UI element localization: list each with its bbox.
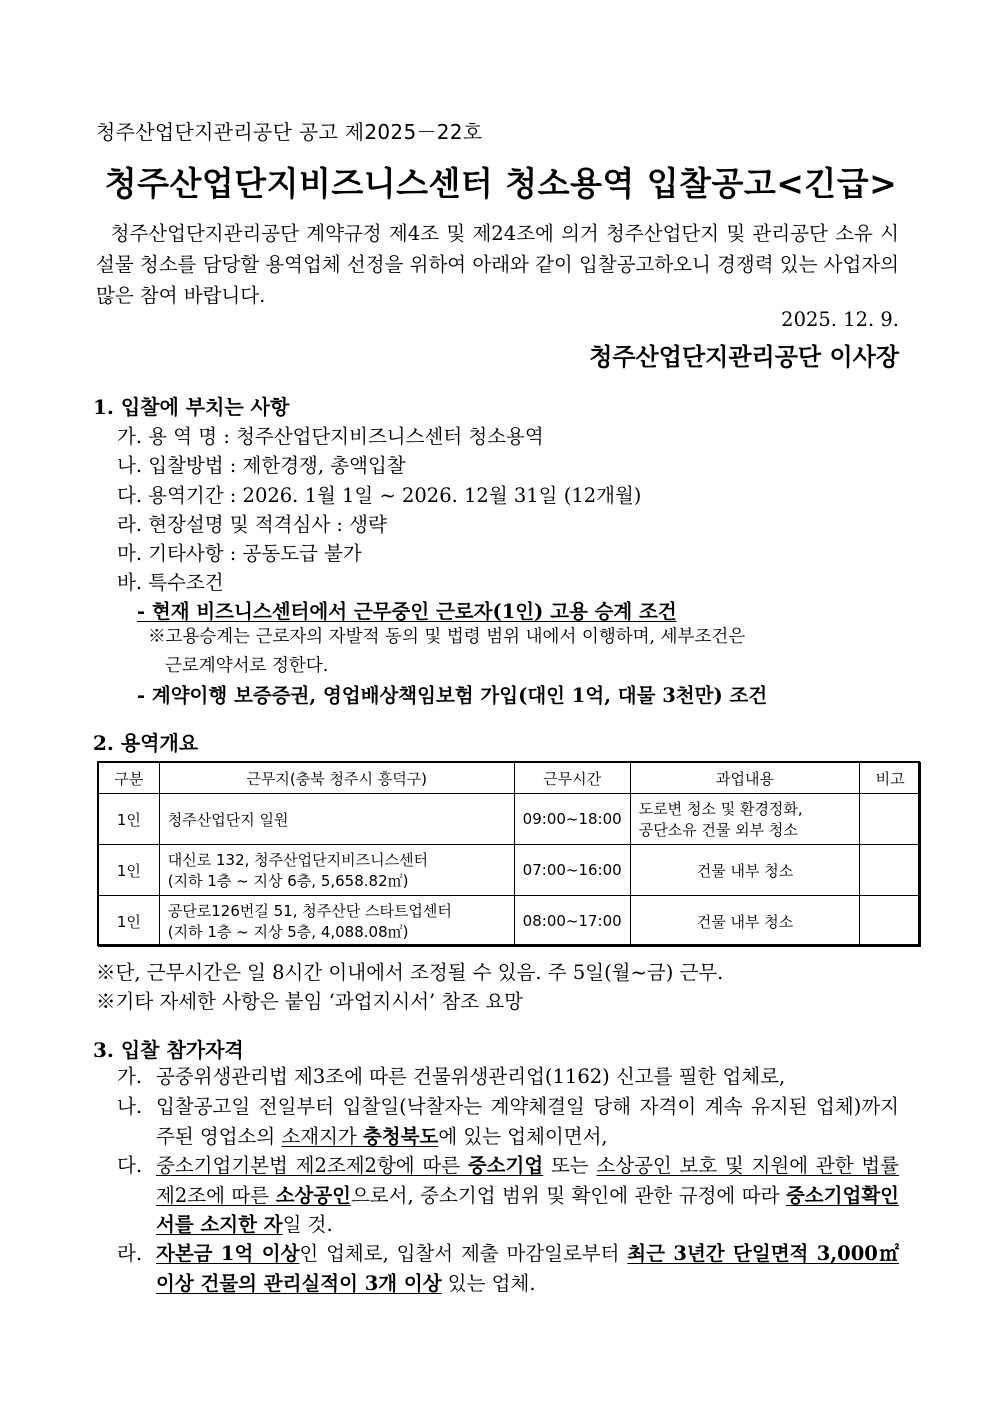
col-header-division: 구분: [99, 763, 160, 794]
cell-hours: 07:00~16:00: [514, 845, 630, 896]
text-run: 또는: [543, 1154, 597, 1177]
cell-count: 1인: [99, 845, 160, 896]
section-1-item-ba: 바. 특수조건: [117, 571, 224, 594]
special-condition-1: - 현재 비즈니스센터에서 근무중인 근로자(1인) 고용 승계 조건: [137, 600, 677, 623]
cell-remarks: [860, 896, 921, 947]
issuer: 청주산업단지관리공단 이사장: [589, 343, 899, 371]
service-overview-table: [98, 762, 921, 947]
cell-hours: 09:00~18:00: [514, 794, 630, 845]
intro-text: 청주산업단지관리공단 계약규정 제4조 및 제24조에 의거 청주산업단지 및 관리공단 소유 시설물 청소를 담당할 용역업체 선정을 위하여 아래와 같이 입찰공고하오니 경쟁력 있는 사업자의 많은 참여 바랍니다.: [96, 222, 899, 307]
section-1-item-ma: 마. 기타사항 : 공동도급 불가: [117, 542, 362, 565]
text-run: 인 업체로, 입찰서 제출 마감일로부터: [299, 1242, 628, 1265]
text-run-bold: 자본금 1억 이상: [156, 1242, 300, 1265]
text-run: 에 있는 업체이면서,: [438, 1124, 608, 1148]
table-row: [99, 896, 921, 947]
qualification-text: 공중위생관리법 제3조에 따른 건물위생관리업(1162) 신고를 필한 업체로,: [156, 1065, 786, 1088]
section-1-title: 1. 입찰에 부치는 사항: [93, 395, 290, 419]
work-hours-note: ※단, 근무시간은 일 8시간 이내에서 조정될 수 있음. 주 5일(월~금) 근무.: [96, 961, 724, 984]
qualification-da: [117, 1151, 899, 1240]
col-header-hours: 근무시간: [514, 763, 630, 794]
text-run-underlined: 중소기업기본법 제2조제2항에 따른: [156, 1154, 468, 1177]
qualification-label: 다.: [117, 1154, 143, 1177]
cell-remarks: [860, 845, 921, 896]
text-run-underlined: 소상공인 보호 및 지원에 관한 법률 제2조에 따른: [156, 1154, 899, 1207]
qualification-label: 나.: [117, 1095, 143, 1118]
text-run: 으로서, 중소기업 범위 및 확인에 관한 규정에 따라: [350, 1183, 786, 1207]
intro-paragraph: [96, 218, 899, 311]
workplace-line-1: 대신로 132, 청주산업단지비즈니스센터: [167, 851, 429, 869]
note-line-1: ※고용승계는 근로자의 자발적 동의 및 법령 범위 내에서 이행하며, 세부조건은: [148, 627, 746, 647]
qualification-ga: [117, 1062, 899, 1092]
notice-number: 청주산업단지관리공단 공고 제2025－22호: [96, 120, 483, 144]
text-run-underlined: [281, 1125, 438, 1148]
table-row: [99, 794, 921, 845]
text-run-bold: 소상공인: [275, 1183, 351, 1207]
section-1-item-ga: 가. 용 역 명 : 청주산업단지비즈니스센터 청소용역: [117, 425, 544, 448]
qualification-text: [156, 1239, 899, 1298]
task-line-2: 공단소유 건물 외부 청소: [638, 821, 798, 839]
page-title: 청주산업단지비즈니스센터 청소용역 입찰공고<긴급>: [104, 164, 898, 203]
task-line-1: 도로변 청소 및 환경정화,: [638, 800, 803, 818]
cell-workplace: [159, 794, 514, 845]
notice-date: 2025. 12. 9.: [781, 308, 899, 331]
text-run-bold: 최근 3년간 단일면적 3,000㎡ 이상 건물의 관리실적이 3개 이상: [156, 1242, 899, 1295]
table-header-row: [99, 763, 921, 794]
table-row: [99, 845, 921, 896]
section-1-item-da: 다. 용역기간 : 2026. 1월 1일 ~ 2026. 12월 31일 (12개월): [117, 484, 642, 507]
special-condition-2: - 계약이행 보증증권, 영업배상책임보험 가입(대인 1억, 대물 3천만) 조건: [137, 684, 768, 707]
col-header-remarks: 비고: [860, 763, 921, 794]
section-1-item-na: 나. 입찰방법 : 제한경쟁, 총액입찰: [117, 454, 406, 477]
section-2-title: 2. 용역개요: [93, 731, 199, 755]
note-line-2: 근로계약서로 정한다.: [165, 656, 329, 676]
section-1-item-ra: 라. 현장설명 및 적격심사 : 생략: [117, 513, 387, 536]
text-run-bold: 중소기업: [467, 1154, 544, 1177]
special-condition-1-note: [148, 623, 900, 681]
cell-count: 1인: [99, 896, 160, 947]
text-run: 소재지가: [281, 1124, 363, 1148]
cell-count: 1인: [99, 794, 160, 845]
qualification-ra: [117, 1239, 899, 1298]
text-run: 일 것.: [282, 1213, 333, 1236]
cell-tasks: 건물 내부 청소: [630, 896, 860, 947]
section-3-title: 3. 입찰 참가자격: [93, 1038, 244, 1062]
cell-workplace: [159, 845, 514, 896]
cell-workplace: [159, 896, 514, 947]
qualification-text: [156, 1151, 899, 1240]
qualification-text: [156, 1092, 899, 1151]
qualification-label: 라.: [117, 1242, 143, 1265]
workplace-line-2: (지하 1층 ~ 지상 5층, 4,088.08㎡): [167, 923, 409, 941]
text-run: 있는 업체.: [441, 1271, 536, 1295]
col-header-workplace: 근무지(충북 청주시 흥덕구): [159, 763, 514, 794]
cell-remarks: [860, 794, 921, 845]
col-header-tasks: 과업내용: [630, 763, 860, 794]
cell-tasks: 건물 내부 청소: [630, 845, 860, 896]
cell-hours: 08:00~17:00: [514, 896, 630, 947]
qualification-label: 가.: [117, 1065, 143, 1088]
cell-tasks: [630, 794, 860, 845]
workplace-line-2: (지하 1층 ~ 지상 6층, 5,658.82㎡): [167, 872, 409, 890]
workplace-line-1: 청주산업단지 일원: [167, 810, 289, 829]
workplace-line-1: 공단로126번길 51, 청주산단 스타트업센터: [167, 902, 452, 920]
task-instruction-note: ※기타 자세한 사항은 붙임 ‘과업지시서’ 참조 요망: [96, 990, 523, 1013]
text-run-bold: 중소기업확인서를 소지한 자: [156, 1183, 899, 1236]
text-run: 입찰공고일 전일부터 입찰일(낙찰자는 계약체결일 당해 자격이 계속 유지된 업체)까지 주된 영업소의: [156, 1095, 899, 1148]
qualification-na: [117, 1092, 899, 1151]
text-run-bold: 충청북도: [362, 1124, 439, 1148]
